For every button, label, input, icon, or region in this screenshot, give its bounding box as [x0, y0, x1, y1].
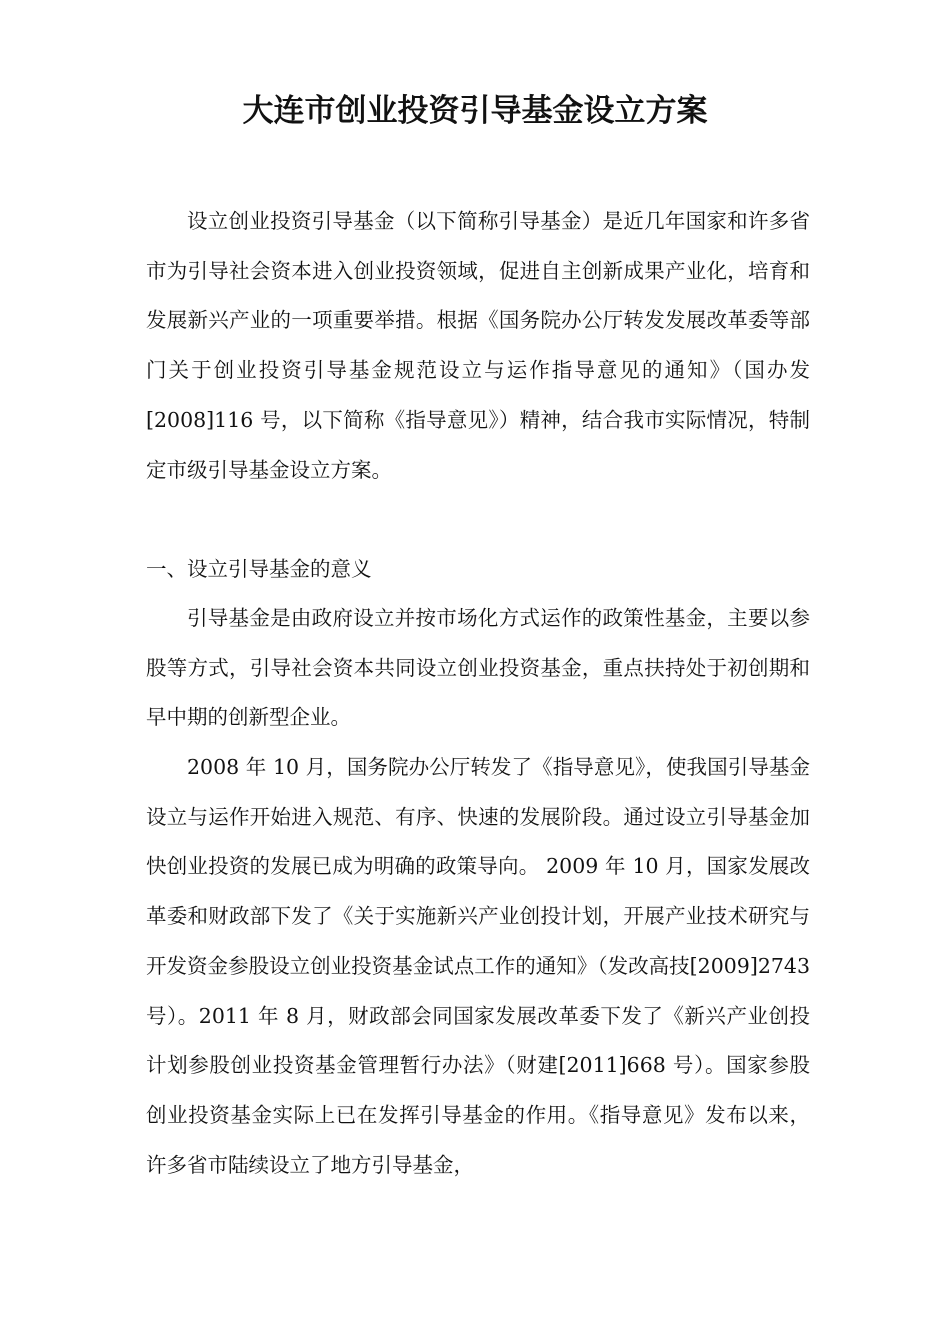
section-1-paragraph-2: 2008 年 10 月，国务院办公厅转发了《指导意见》，使我国引导基金设立与运作开始进入规范、有序、快速的发展阶段。通过设立引导基金加快创业投资的发展已成为明确的政策导向。 2009 年 10 月，国家发展改革委和财政部下发了《关于实施新兴产业创投计划，开展产业技术研究与开发资金参股设立创业投资基金试点工作的通知》（发改高技[2009]2743 号）。2011 年 8 月，财政部会同国家发展改革委下发了《新兴产业创投计划参股创业投资基金管理暂行办法》（财建[2011]668 号）。国家参股创业投资基金实际上已在发挥引导基金的作用。《指导意见》发布以来，许多省市陆续设立了地方引导基金， [146, 755, 810, 1177]
section-heading-1: 一、设立引导基金的意义 [146, 557, 372, 581]
intro-paragraph: 设立创业投资引导基金（以下简称引导基金）是近几年国家和许多省市为引导社会资本进入创业投资领域，促进自主创新成果产业化，培育和发展新兴产业的一项重要举措。根据《国务院办公厅转发发展改革委等部门关于创业投资引导基金规范设立与运作指导意见的通知》（国办发[2008]116 号，以下简称《指导意见》）精神，结合我市实际情况，特制定市级引导基金设立方案。 [146, 209, 810, 482]
document-title: 大连市创业投资引导基金设立方案 [242, 93, 708, 129]
section-1-paragraph-1: 引导基金是由政府设立并按市场化方式运作的政策性基金，主要以参股等方式，引导社会资本共同设立创业投资基金，重点扶持处于初创期和早中期的创新型企业。 [146, 606, 810, 730]
